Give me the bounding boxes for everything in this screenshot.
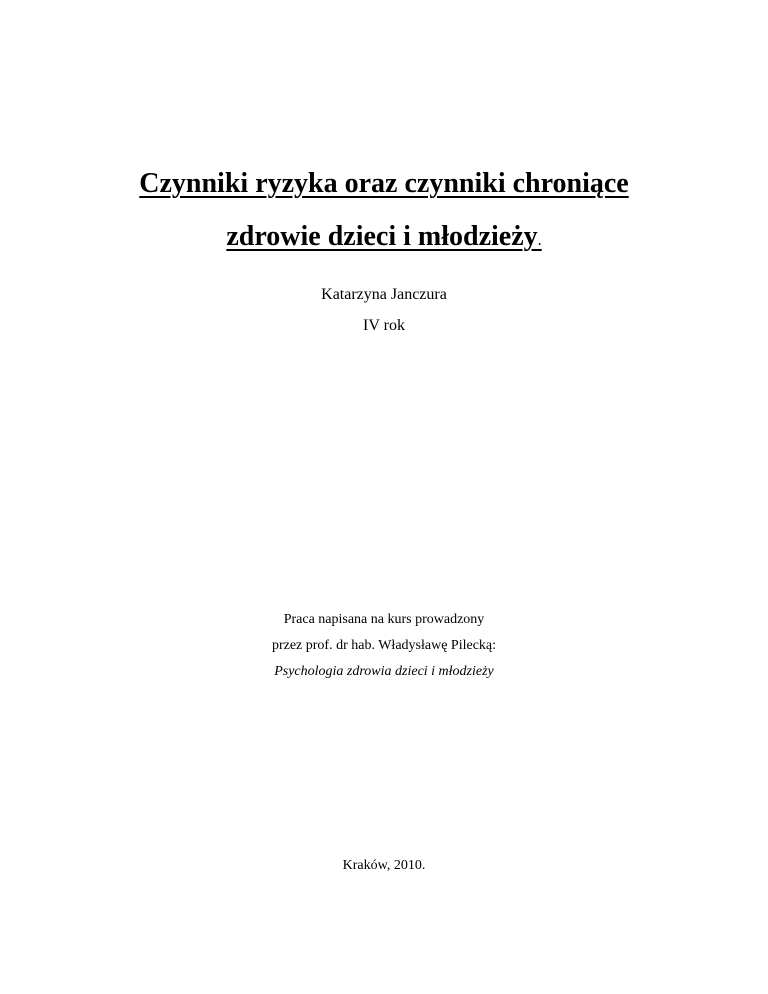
course-note-line-2: przez prof. dr hab. Władysławę Pilecką: bbox=[271, 638, 497, 653]
title-line-2-end: . bbox=[537, 232, 542, 249]
year-of-study: IV rok bbox=[363, 317, 405, 334]
title-line-1 bbox=[0, 168, 768, 200]
title-line-2-text: zdrowie dzieci i młodzieży bbox=[226, 221, 538, 252]
course-name: Psychologia zdrowia dzieci i młodzieży bbox=[274, 664, 494, 679]
author-name: Katarzyna Janczura bbox=[321, 286, 447, 303]
title-line-1-text: Czynniki ryzyka oraz czynniki chroniące bbox=[139, 168, 629, 199]
course-note-line-1: Praca napisana na kurs prowadzony bbox=[283, 612, 485, 627]
title-line-2 bbox=[0, 221, 768, 253]
place-and-date: Kraków, 2010. bbox=[342, 858, 426, 873]
